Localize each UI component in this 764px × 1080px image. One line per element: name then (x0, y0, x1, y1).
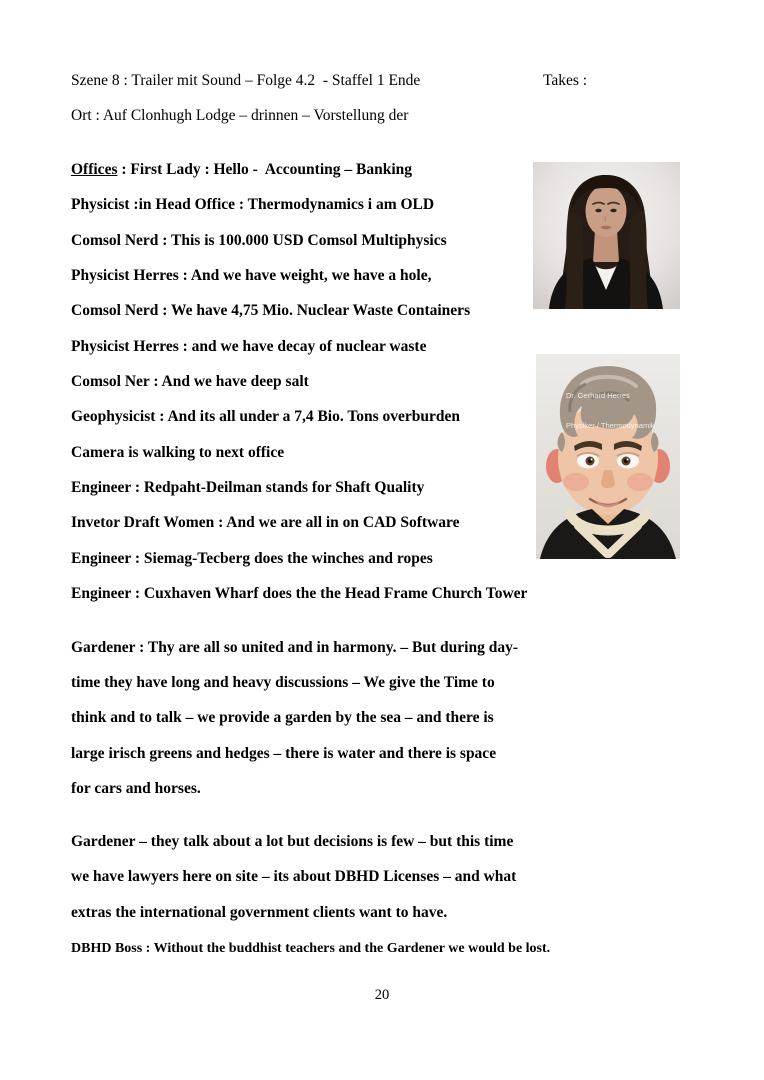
offices-term: Offices (71, 161, 118, 178)
dialog-line: Physicist :in Head Office : Thermodynamics i am OLD (71, 196, 435, 213)
offices-rest: : First Lady : Hello - Accounting – Banking (117, 161, 413, 178)
dialog-line-offices (71, 160, 412, 180)
dialog-line: Geophysicist : And its all under a 7,4 Bio. Tons overburden (71, 408, 461, 425)
gardener-1-line: for cars and horses. (71, 780, 201, 797)
caption-name: Dr. Gerhard Herres (566, 391, 630, 400)
dialog-line: Invetor Draft Women : And we are all in on CAD Software (71, 514, 460, 531)
scene-heading: Szene 8 : Trailer mit Sound – Folge 4.2 - Staffel 1 Ende (71, 72, 421, 89)
gardener-1-line: time they have long and heavy discussions – We give the Time to (71, 674, 495, 691)
dialog-line: Physicist Herres : and we have decay of nuclear waste (71, 338, 427, 355)
dialog-line: Comsol Ner : And we have deep salt (71, 373, 309, 390)
gardener-2-line: extras the international government clients want to have. (71, 904, 448, 921)
gardener-2-line: Gardener – they talk about a lot but decisions is few – but this time (71, 833, 514, 850)
dialog-line: Engineer : Cuxhaven Wharf does the the Head Frame Church Tower (71, 585, 528, 602)
portrait-photo-woman (533, 162, 680, 309)
dbhd-boss-line: DBHD Boss : Without the buddhist teachers and the Gardener we would be lost. (71, 941, 551, 956)
location-line: Ort : Auf Clonhugh Lodge – drinnen – Vorstellung der (71, 107, 409, 124)
takes-label: Takes : (543, 72, 588, 89)
page-number: 20 (374, 987, 390, 1003)
dialog-line: Engineer : Siemag-Tecberg does the winches and ropes (71, 550, 433, 567)
dialog-line: Comsol Nerd : This is 100.000 USD Comsol Multiphysics (71, 232, 447, 249)
gardener-1-line: think and to talk – we provide a garden by the sea – and there is (71, 709, 494, 726)
dialog-line: Comsol Nerd : We have 4,75 Mio. Nuclear Waste Containers (71, 302, 471, 319)
gardener-2-line: we have lawyers here on site – its about DBHD Licenses – and what (71, 868, 517, 885)
gardener-1-line: Gardener : Thy are all so united and in harmony. – But during day- (71, 639, 519, 656)
woman-headshot-graphic (533, 162, 680, 309)
caption-role: Physiker / Thermodynamik (566, 421, 655, 430)
portrait-photo-man (536, 354, 680, 559)
dialog-line: Camera is walking to next office (71, 444, 285, 461)
portrait-man-caption (566, 371, 655, 451)
gardener-1-line: large irisch greens and hedges – there is water and there is space (71, 745, 497, 762)
dialog-line: Engineer : Redpaht-Deilman stands for Shaft Quality (71, 479, 425, 496)
dialog-line: Physicist Herres : And we have weight, we have a hole, (71, 267, 432, 284)
